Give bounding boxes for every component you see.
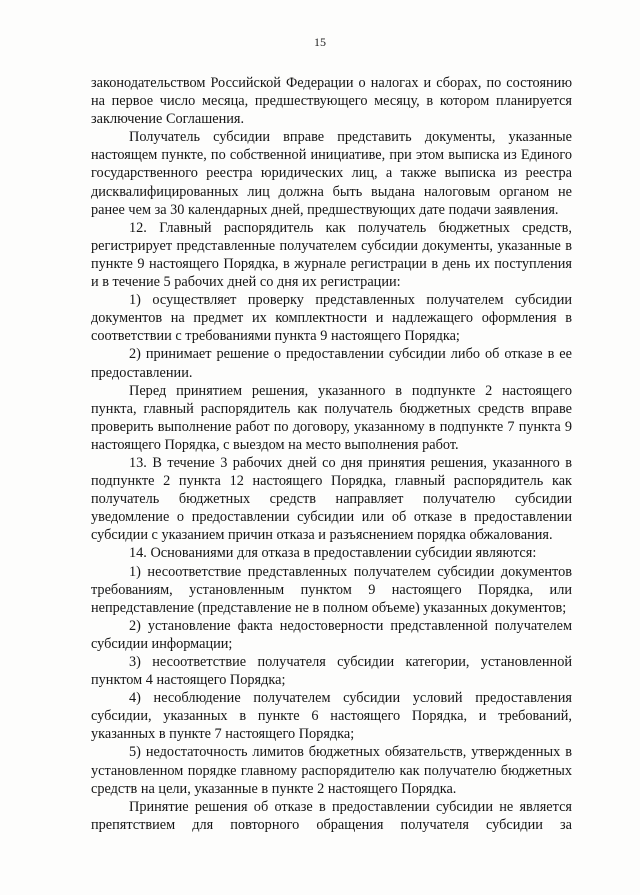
paragraph: 4) несоблюдение получателем субсидии условий предоставления субсидии, указанных в пункте 6 настоящего Порядка, и требований, указанных в пункте 7 настоящего Порядка; <box>91 690 572 743</box>
paragraph: 2) принимает решение о предоставлении субсидии либо об отказе в ее предоставлении. <box>91 346 572 381</box>
paragraph: Принятие решения об отказе в предоставлении субсидии не является препятствием для повторного обращения получателя субсидии за <box>91 798 572 833</box>
document-body <box>91 74 572 834</box>
paragraph: 13. В течение 3 рабочих дней со дня принятия решения, указанного в подпункте 2 пункта 12 настоящего Порядка, главный распорядитель как получатель бюджетных средств направляет получателю субсидии уведомление о предоставлении субсидии или об отказе в предоставлении субсидии с указанием причин отказа и разъяснением порядка обжалования. <box>91 454 572 544</box>
paragraph: 2) установление факта недостоверности представленной получателем субсидии информации; <box>91 617 572 652</box>
paragraph: 12. Главный распорядитель как получатель бюджетных средств, регистрирует представленные получателем субсидии документы, указанные в пункте 9 настоящего Порядка, в журнале регистрации в день их поступления и в течение 5 рабочих дней со дня их регистрации: <box>91 219 572 291</box>
paragraph: Получатель субсидии вправе представить документы, указанные настоящем пункте, по собственной инициативе, при этом выписка из Единого государственного реестра юридических лиц, а также выписка из реестра дисквалифицированных лиц должна быть выдана налоговым органом не ранее чем за 30 календарных дней, предшествующих дате подачи заявления. <box>91 129 572 218</box>
paragraph: 3) несоответствие получателя субсидии категории, установленной пунктом 4 настоящего Порядка; <box>91 654 572 689</box>
paragraph: 1) несоответствие представленных получателем субсидии документов требованиям, установленным пунктом 9 настоящего Порядка, или непредставление (представление не в полном объеме) указанных документов; <box>91 563 572 616</box>
page-number: 15 <box>314 35 326 49</box>
paragraph: Перед принятием решения, указанного в подпункте 2 настоящего пункта, главный распорядитель как получатель бюджетных средств вправе проверить выполнение работ по договору, указанному в подпункте 7 пункта 9 настоящего Порядка, с выездом на место выполнения работ. <box>91 382 572 453</box>
paragraph: 1) осуществляет проверку представленных получателем субсидии документов на предмет их комплектности и надлежащего оформления в соответствии с требованиями пункта 9 настоящего Порядка; <box>91 292 572 345</box>
paragraph: 14. Основаниями для отказа в предоставлении субсидии являются: <box>129 545 537 562</box>
paragraph: 5) недостаточность лимитов бюджетных обязательств, утвержденных в установленном порядке главному распорядителю как получателю бюджетных средств на цели, указанные в пункте 2 настоящего Порядка. <box>91 744 572 797</box>
paragraph: законодательством Российской Федерации о налогах и сборах, по состоянию на первое число месяца, предшествующего месяцу, в котором планируется заключение Соглашения. <box>91 75 572 128</box>
